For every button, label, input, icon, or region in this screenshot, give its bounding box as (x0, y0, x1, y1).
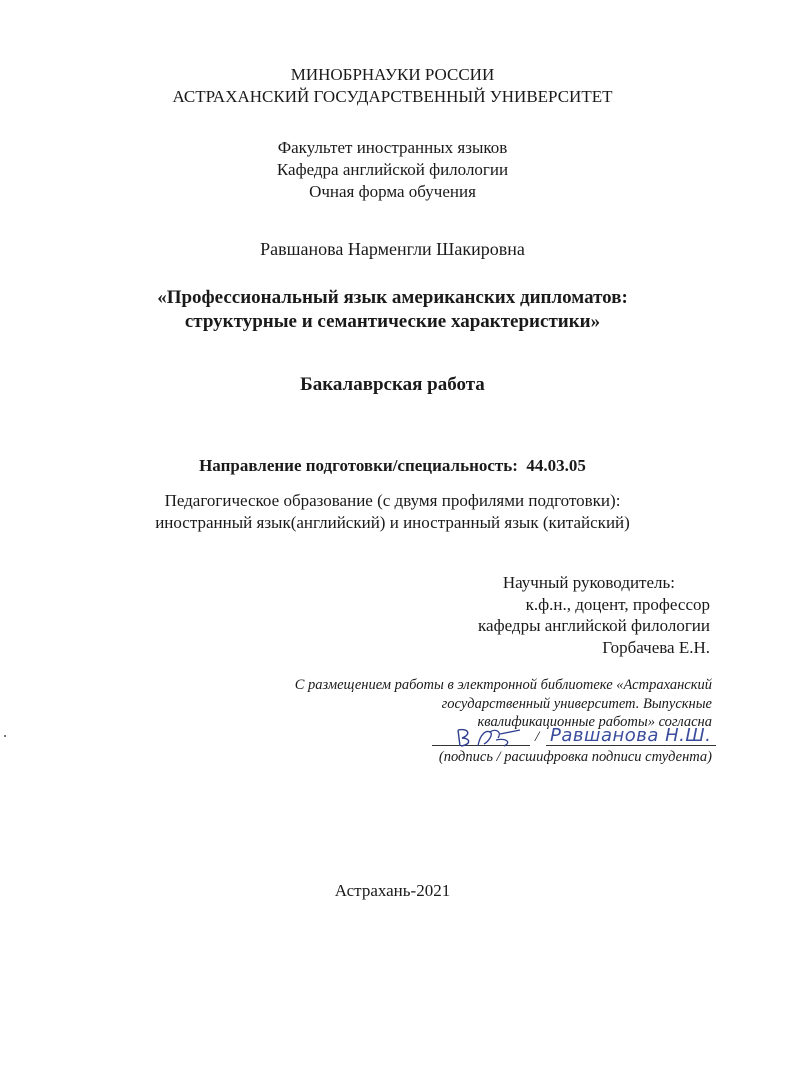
student-block (0, 238, 785, 260)
department-name: Кафедра английской филологии (276, 160, 509, 179)
program-line-1: Педагогическое образование (с двумя профилями подготовки): (164, 491, 621, 510)
direction-label: Направление подготовки/специальность: (199, 456, 518, 475)
university-name: АСТРАХАНСКИЙ ГОСУДАРСТВЕННЫЙ УНИВЕРСИТЕТ (172, 87, 613, 106)
student-name: Равшанова Нарменгли Шакировна (260, 239, 525, 259)
signature-caption-text: (подпись / расшифровка подписи студента) (438, 749, 712, 765)
consent-line-1: С размещением работы в электронной библиотеке «Астраханский (294, 677, 712, 693)
ministry-header (0, 64, 785, 108)
supervisor-degree: к.ф.н., доцент, профессор (525, 594, 710, 614)
signature-slash: / (535, 729, 540, 745)
program-block (0, 490, 785, 534)
study-form: Очная форма обучения (309, 182, 476, 201)
thesis-title-line-2: структурные и семантические характеристики» (184, 311, 601, 332)
thesis-title (0, 286, 785, 334)
faculty-block (0, 137, 785, 203)
direction-line (0, 455, 785, 477)
supervisor-label: Научный руководитель: (502, 573, 675, 592)
supervisor-name: Горбачева Е.Н. (602, 637, 710, 657)
consent-line-3: квалификационные работы» согласна (477, 714, 712, 730)
direction-code: 44.03.05 (526, 456, 586, 475)
signature-row (432, 725, 722, 750)
faculty-name: Факультет иностранных языков (277, 138, 508, 157)
handwritten-name: Равшанова Н.Ш. (550, 725, 712, 746)
work-type: Бакалаврская работа (300, 374, 485, 395)
program-line-2: иностранный язык(английский) и иностранный язык (китайский) (155, 513, 630, 532)
supervisor-block (390, 572, 710, 658)
consent-line-2: государственный университет. Выпускные (441, 695, 712, 712)
ministry-name: МИНОБРНАУКИ РОССИИ (290, 65, 495, 84)
footer-block (0, 880, 785, 902)
supervisor-department: кафедры английской филологии (478, 616, 710, 635)
thesis-title-line-1: «Профессиональный язык американских дипломатов: (157, 287, 628, 308)
direction-block (0, 455, 785, 477)
city-year: Астрахань-2021 (334, 881, 451, 900)
scan-speck (4, 735, 6, 737)
signature-caption (439, 748, 712, 766)
work-type-block (0, 374, 785, 396)
